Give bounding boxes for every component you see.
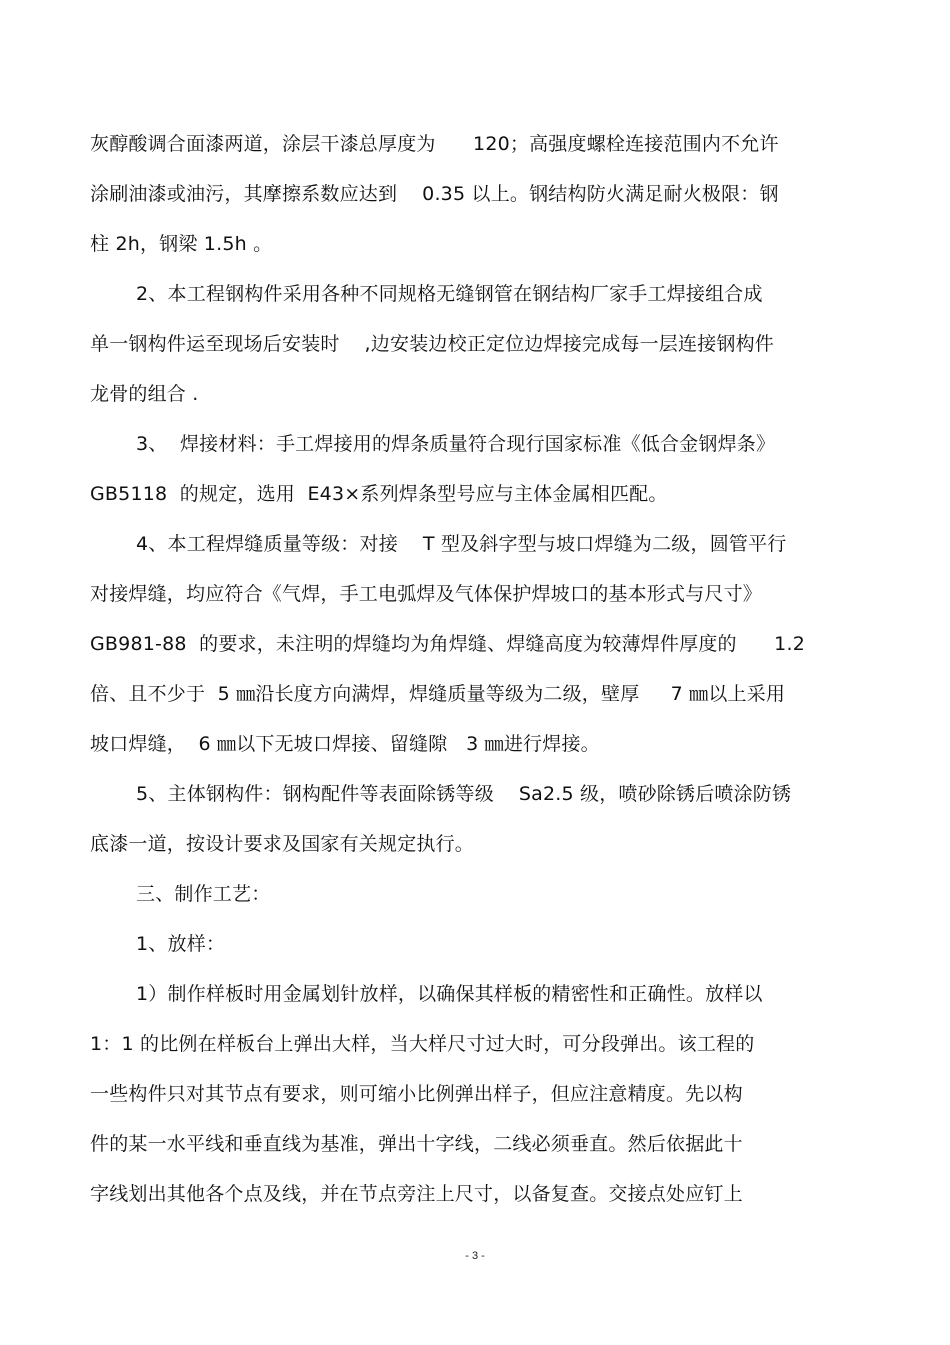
text-line: 单一钢构件运至现场后安装时 ,边安装边校正定位边焊接完成每一层连接钢构件 <box>90 333 774 355</box>
subsection-heading: 1、放样： <box>136 933 226 955</box>
text-line: 4、本工程焊缝质量等级：对接 T 型及斜字型与坡口焊缝为二级，圆管平行 <box>136 533 787 555</box>
text-line: 柱 2h，钢梁 1.5h 。 <box>90 233 273 255</box>
section-heading: 三、制作工艺： <box>136 883 271 905</box>
text-line: 倍、且不少于 5 ㎜沿长度方向满焊，焊缝质量等级为二级，壁厚 7 ㎜以上采用 <box>90 683 786 705</box>
text-line: 龙骨的组合 . <box>90 383 199 405</box>
text-line: 字线划出其他各个点及线，并在节点旁注上尺寸，以备复查。交接点处应钉上 <box>90 1183 743 1205</box>
text-line: 3、 焊接材料：手工焊接用的焊条质量符合现行国家标准《低合金钢焊条》 <box>136 433 776 455</box>
text-line: 底漆一道，按设计要求及国家有关规定执行。 <box>90 833 475 855</box>
text-line: 5、主体钢构件：钢构配件等表面除锈等级 Sa2.5 级，喷砂除锈后喷涂防锈 <box>136 783 792 805</box>
text-line: 1：1 的比例在样板台上弹出大样，当大样尺寸过大时，可分段弹出。该工程的 <box>90 1033 755 1055</box>
text-line: 灰醇酸调合面漆两道，涂层干漆总厚度为 120；高强度螺栓连接范围内不允许 <box>90 133 779 155</box>
text-line: 1）制作样板时用金属划针放样，以确保其样板的精密性和正确性。放样以 <box>136 983 763 1005</box>
text-line: 坡口焊缝， 6 ㎜以下无坡口焊接、留缝隙 3 ㎜进行焊接。 <box>90 733 600 755</box>
text-line: GB981-88 的要求，未注明的焊缝均为角焊缝、焊缝高度为较薄焊件厚度的 1.2 <box>90 633 805 655</box>
text-line: 件的某一水平线和垂直线为基准，弹出十字线，二线必须垂直。然后依据此十 <box>90 1133 743 1155</box>
page-number: - 3 - <box>465 1250 485 1262</box>
text-line: 对接焊缝，均应符合《气焊，手工电弧焊及气体保护焊坡口的基本形式与尺寸》 <box>90 583 763 605</box>
text-line: GB5118 的规定，选用 E43×系列焊条型号应与主体金属相匹配。 <box>90 483 668 505</box>
text-line: 一些构件只对其节点有要求，则可缩小比例弹出样子，但应注意精度。先以构 <box>90 1083 743 1105</box>
text-line: 涂刷油漆或油污，其摩擦系数应达到 0.35 以上。钢结构防火满足耐火极限：钢 <box>90 183 779 205</box>
text-line: 2、本工程钢构件采用各种不同规格无缝钢管在钢结构厂家手工焊接组合成 <box>136 283 763 305</box>
